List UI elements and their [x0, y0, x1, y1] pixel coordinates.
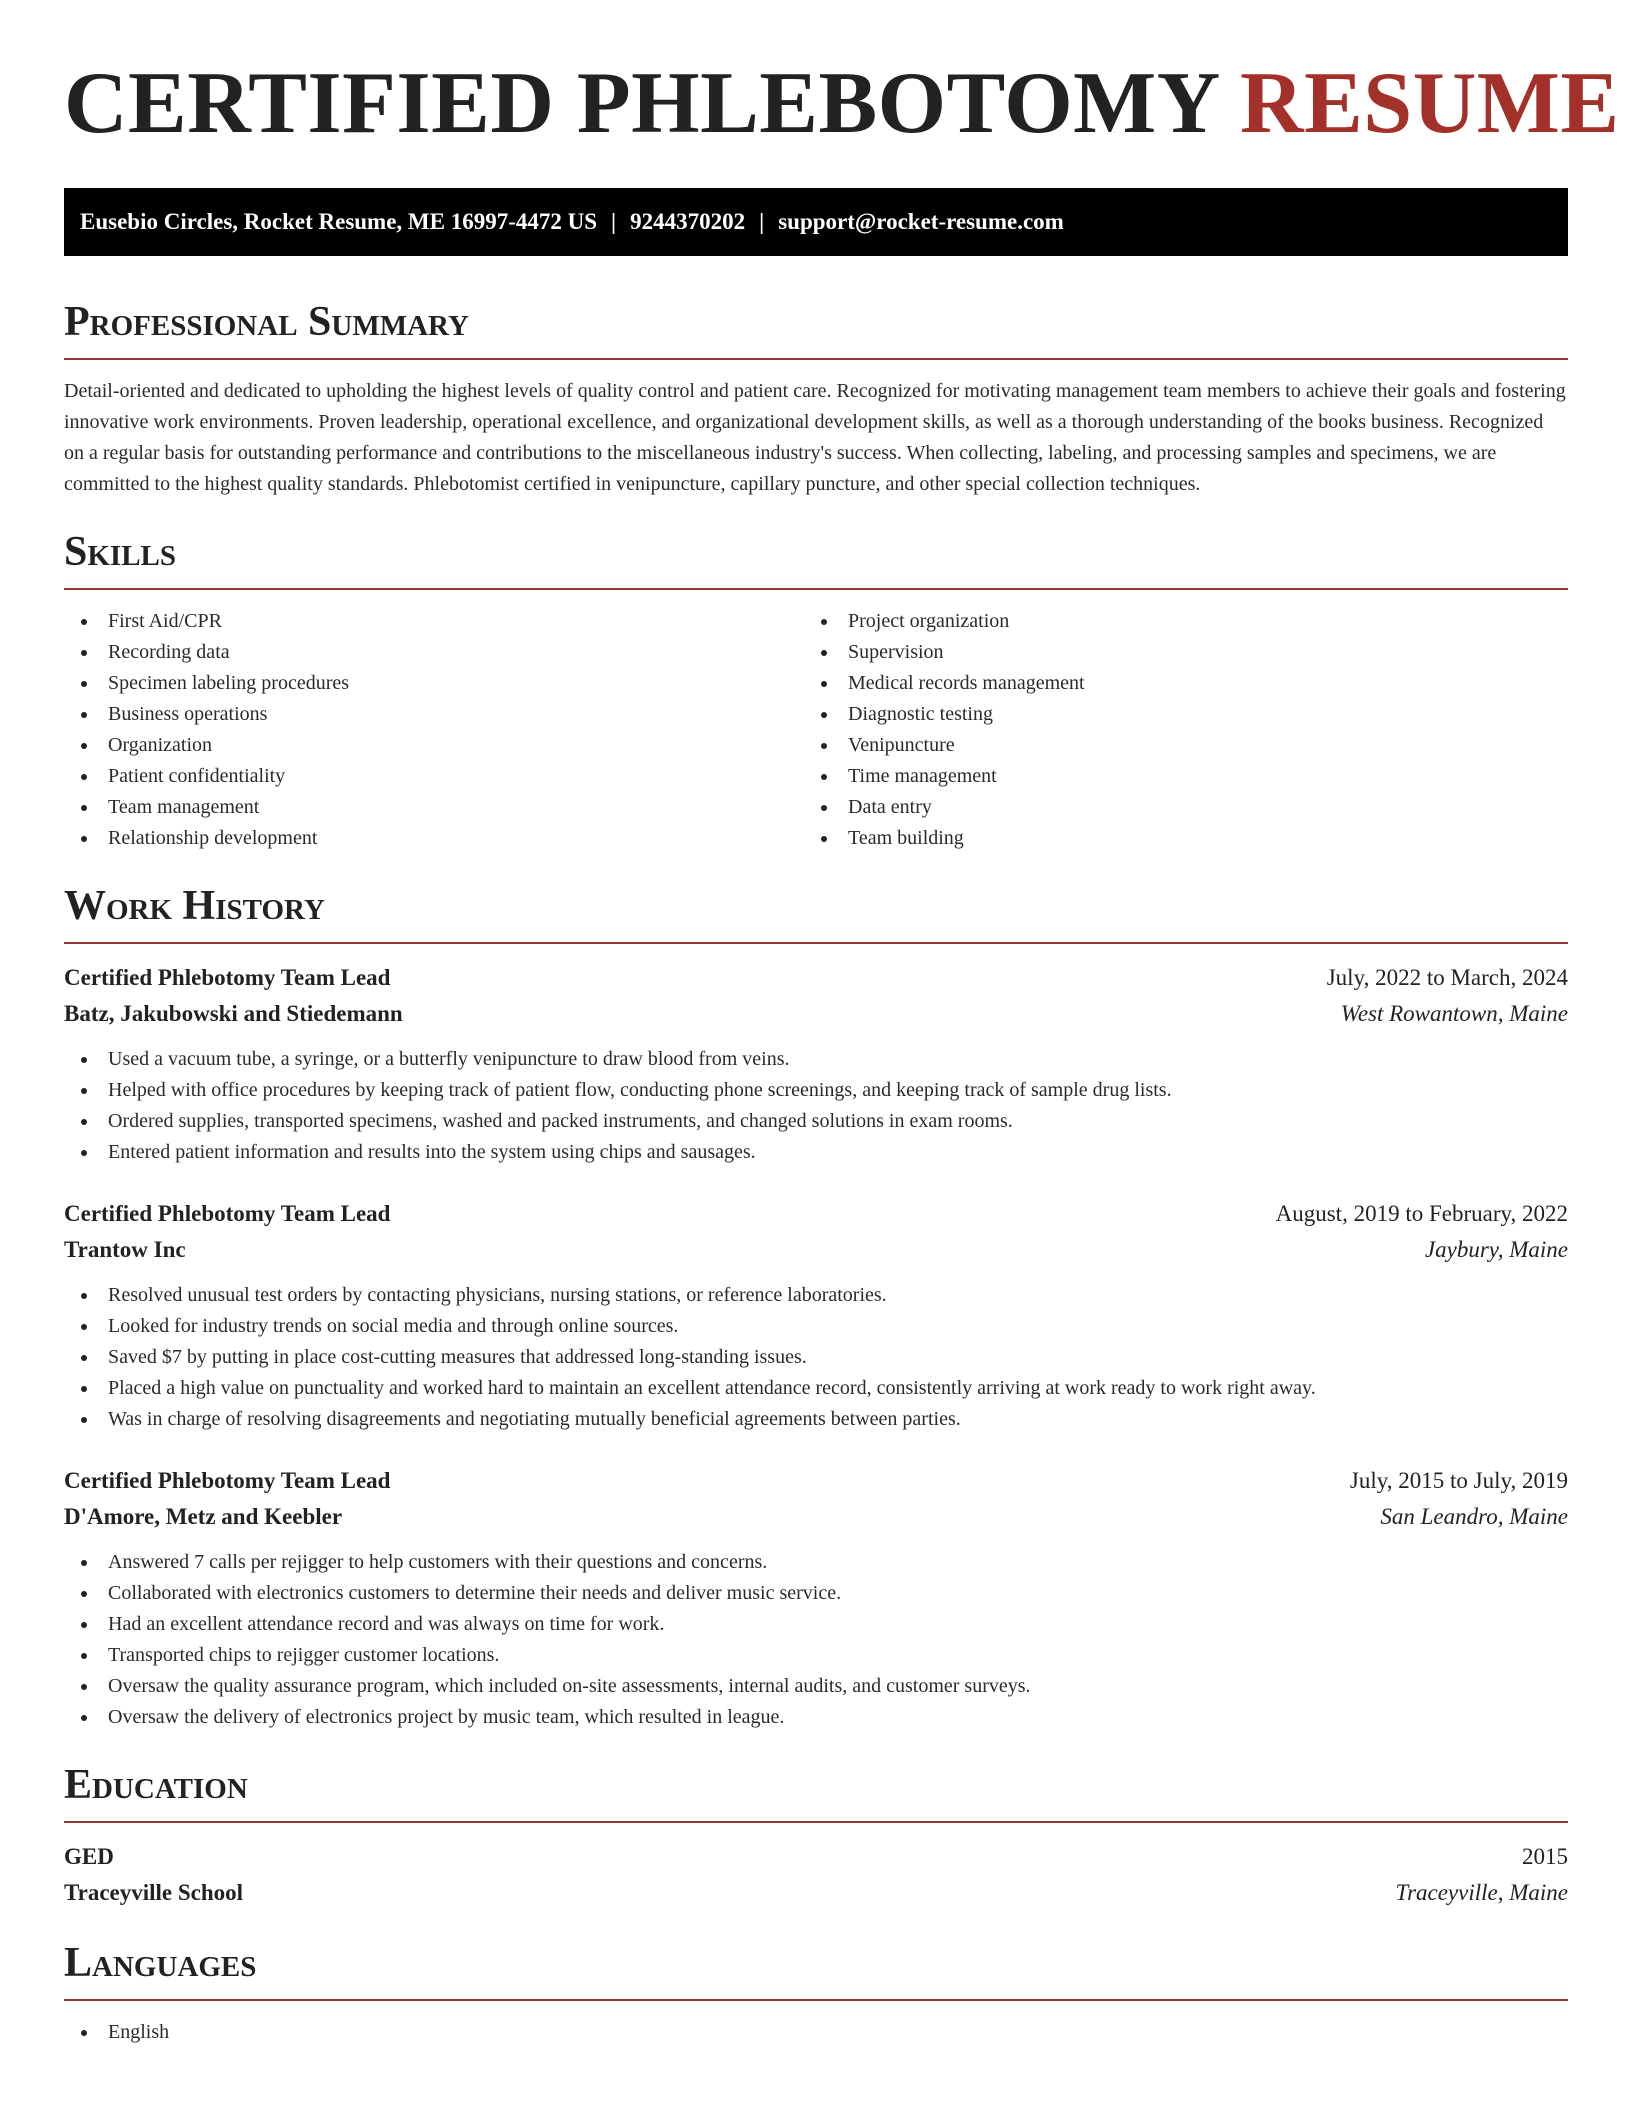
section-divider — [64, 942, 1568, 944]
skill-item: Venipuncture — [804, 730, 1544, 761]
job-location: San Leandro, Maine — [1380, 1504, 1568, 1529]
job-duties-list — [64, 1547, 1568, 1733]
job-duty: Was in charge of resolving disagreements and negotiating mutually beneficial agreements between parties. — [64, 1404, 1568, 1435]
job-duty: Used a vacuum tube, a syringe, or a butterfly venipuncture to draw blood from veins. — [64, 1044, 1568, 1075]
job-entry — [64, 1196, 1568, 1435]
skill-item: Diagnostic testing — [804, 699, 1544, 730]
job-duties-list — [64, 1280, 1568, 1435]
languages-heading: Languages — [64, 1940, 257, 1986]
skill-item: Team management — [64, 792, 804, 823]
job-entry — [64, 960, 1568, 1168]
work-history-section — [64, 882, 1568, 1733]
language-item: English — [64, 2017, 1568, 2048]
skill-item: First Aid/CPR — [64, 606, 804, 637]
skill-item: Project organization — [804, 606, 1544, 637]
languages-section — [64, 1939, 1568, 2048]
skill-item: Relationship development — [64, 823, 804, 854]
skill-item: Organization — [64, 730, 804, 761]
job-entry — [64, 1463, 1568, 1733]
section-divider — [64, 588, 1568, 590]
job-location: Jaybury, Maine — [1424, 1237, 1568, 1262]
summary-section — [64, 298, 1568, 500]
skill-item: Time management — [804, 761, 1544, 792]
job-company: Batz, Jakubowski and Stiedemann — [64, 1001, 403, 1026]
job-dates: July, 2015 to July, 2019 — [1349, 1468, 1568, 1493]
job-duty: Had an excellent attendance record and was always on time for work. — [64, 1609, 1568, 1640]
job-dates: July, 2022 to March, 2024 — [1326, 965, 1568, 990]
skill-item: Team building — [804, 823, 1544, 854]
education-school: Traceyville School — [64, 1880, 244, 1905]
job-duty: Ordered supplies, transported specimens, washed and packed instruments, and changed solutions in exam rooms. — [64, 1106, 1568, 1137]
job-title: Certified Phlebotomy Team Lead — [64, 965, 391, 990]
job-company: Trantow Inc — [64, 1237, 186, 1262]
education-year: 2015 — [1522, 1844, 1568, 1869]
section-divider — [64, 358, 1568, 360]
skills-list-right — [804, 606, 1544, 854]
skill-item: Supervision — [804, 637, 1544, 668]
job-duty: Saved $7 by putting in place cost-cutting measures that addressed long-standing issues. — [64, 1342, 1568, 1373]
education-header-row — [64, 1839, 1568, 1875]
contact-address: Eusebio Circles, Rocket Resume, ME 16997-4472 US — [80, 209, 598, 234]
contact-email: support@rocket-resume.com — [778, 209, 1064, 234]
contact-bar — [64, 188, 1568, 256]
job-title: Certified Phlebotomy Team Lead — [64, 1468, 391, 1493]
education-subheader-row — [64, 1875, 1568, 1911]
job-subheader-row — [64, 996, 1568, 1032]
job-duty: Resolved unusual test orders by contacting physicians, nursing stations, or reference laboratories. — [64, 1280, 1568, 1311]
job-duty: Helped with office procedures by keeping track of patient flow, conducting phone screenings, and keeping track of sample drug lists. — [64, 1075, 1568, 1106]
skill-item: Data entry — [804, 792, 1544, 823]
job-duty: Collaborated with electronics customers to determine their needs and deliver music service. — [64, 1578, 1568, 1609]
contact-separator: | — [759, 209, 765, 234]
work-history-heading: Work History — [64, 883, 325, 929]
skills-list-left — [64, 606, 804, 854]
education-heading: Education — [64, 1762, 248, 1808]
education-section — [64, 1761, 1568, 1911]
skills-section — [64, 528, 1568, 854]
education-degree: GED — [64, 1844, 114, 1869]
skills-heading: Skills — [64, 529, 177, 575]
job-header-row — [64, 960, 1568, 996]
skill-item: Business operations — [64, 699, 804, 730]
contact-phone: 9244370202 — [630, 209, 746, 234]
languages-list — [64, 2017, 1568, 2048]
skill-item: Specimen labeling procedures — [64, 668, 804, 699]
job-duties-list — [64, 1044, 1568, 1168]
job-header-row — [64, 1463, 1568, 1499]
title-main: CERTIFIED PHLEBOTOMY — [64, 55, 1218, 152]
skill-item: Recording data — [64, 637, 804, 668]
job-company: D'Amore, Metz and Keebler — [64, 1504, 343, 1529]
job-duty: Entered patient information and results into the system using chips and sausages. — [64, 1137, 1568, 1168]
job-dates: August, 2019 to February, 2022 — [1275, 1201, 1568, 1226]
job-duty: Answered 7 calls per rejigger to help customers with their questions and concerns. — [64, 1547, 1568, 1578]
education-location: Traceyville, Maine — [1395, 1880, 1568, 1905]
skills-grid — [64, 606, 1568, 854]
job-duty: Transported chips to rejigger customer locations. — [64, 1640, 1568, 1671]
contact-separator: | — [611, 209, 617, 234]
job-subheader-row — [64, 1499, 1568, 1535]
section-divider — [64, 1999, 1568, 2001]
job-duty: Looked for industry trends on social media and through online sources. — [64, 1311, 1568, 1342]
job-duty: Placed a high value on punctuality and worked hard to maintain an excellent attendance record, consistently arriving at work ready to work right away. — [64, 1373, 1568, 1404]
summary-text: Detail-oriented and dedicated to upholding the highest levels of quality control and patient care. Recognized for motivating management team members to achieve their goals and fostering innovative work environments. Proven leadership, operational excellence, and organizational development skills, as well as a thorough understanding of the books business. Recognized on a regular basis for outstanding performance and contributions to the miscellaneous industry's success. When collecting, labeling, and processing samples and specimens, we are committed to the highest quality standards. Phlebotomist certified in venipuncture, capillary puncture, and other special collection techniques. — [64, 380, 1566, 495]
summary-heading: Professional Summary — [64, 299, 469, 345]
job-title: Certified Phlebotomy Team Lead — [64, 1201, 391, 1226]
job-subheader-row — [64, 1232, 1568, 1268]
job-location: West Rowantown, Maine — [1340, 1001, 1568, 1026]
job-header-row — [64, 1196, 1568, 1232]
skill-item: Patient confidentiality — [64, 761, 804, 792]
title-accent: RESUME — [1240, 55, 1620, 152]
section-divider — [64, 1821, 1568, 1823]
skill-item: Medical records management — [804, 668, 1544, 699]
resume-title — [64, 0, 1620, 152]
job-duty: Oversaw the delivery of electronics project by music team, which resulted in league. — [64, 1702, 1568, 1733]
job-duty: Oversaw the quality assurance program, which included on-site assessments, internal audits, and customer surveys. — [64, 1671, 1568, 1702]
